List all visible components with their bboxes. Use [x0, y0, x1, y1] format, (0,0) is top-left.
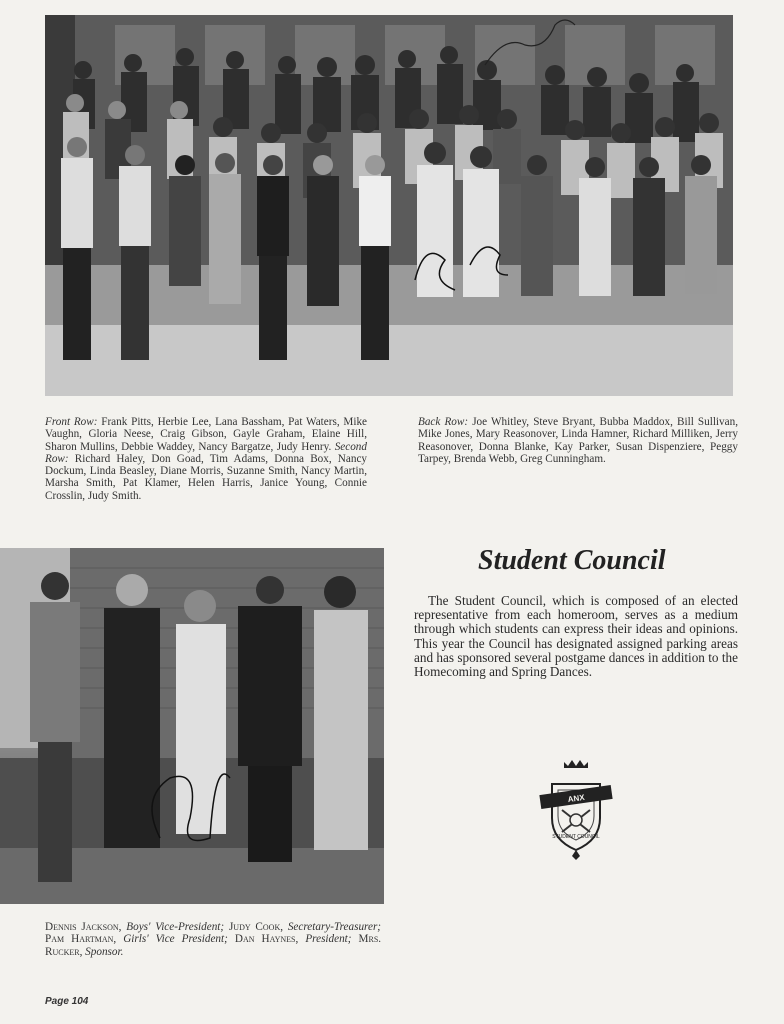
section-title: Student Council	[478, 545, 666, 576]
back-row-label: Back Row:	[418, 416, 469, 428]
group-photo-illustration	[45, 15, 733, 396]
officers-caption	[45, 921, 381, 958]
front-row-label: Front Row:	[45, 416, 98, 428]
back-row-names: Joe Whitley, Steve Bryant, Bubba Maddox, Bill Sullivan, Mike Jones, Mary Reasonover, Linda Hamner, Richard Milliken, Jerry Reasonover, Donna Blanke, Kay Parker, Susan Dispenziere, Peggy Tarpey, Brenda Webb, Greg Cunningham.	[418, 416, 738, 465]
emblem-graphic	[538, 760, 614, 860]
officer-role-4: President;	[305, 933, 352, 946]
officer-name-3: Pam Hartman,	[45, 933, 117, 946]
officer-role-3: Girls' Vice President;	[123, 933, 228, 946]
section-body	[414, 594, 738, 679]
officer-role-5: Sponsor.	[85, 945, 124, 958]
front-row-names: Frank Pitts, Herbie Lee, Lana Bassham, Pat Waters, Mike Vaughn, Gloria Neese, Craig Gibson, Gayle Graham, Elaine Hill, Sharon Mullins, Debbie Waddey, Nancy Bargatze, Judy Henry.	[45, 416, 368, 453]
officer-role-2: Secretary-Treasurer;	[287, 921, 382, 933]
group-photo	[45, 15, 733, 396]
student-council-emblem	[538, 760, 614, 860]
officer-name-1: Dennis Jackson,	[45, 921, 122, 933]
second-row-names: Richard Haley, Don Goad, Tim Adams, Donna Box, Nancy Dockum, Linda Beasley, Diane Morris, Suzanne Smith, Nancy Martin, Marsha Smith, Pat Klamer, Helen Harris, Janice Young, Connie Crosslin, Judy Smith.	[45, 452, 367, 502]
officers-photo-illustration	[0, 548, 384, 904]
emblem-banner-text: ANX	[567, 792, 586, 805]
group-caption-right	[418, 416, 738, 465]
officer-name-5: Mrs. Rucker,	[45, 933, 382, 958]
officers-photo	[0, 548, 384, 904]
officer-name-4: Dan Haynes,	[234, 933, 299, 946]
officer-name-2: Judy Cook,	[228, 921, 284, 933]
group-caption-left	[45, 416, 367, 502]
second-row-label: Second Row:	[45, 440, 367, 465]
officer-role-1: Boys' Vice-President;	[126, 921, 225, 933]
emblem-ring-text: STUDENT COUNCIL	[552, 834, 600, 840]
section-body-paragraph: The Student Council, which is composed of an elected representative from each homeroom, serves as a medium through which students can express their ideas and opinions. This year the Council has designated assigned parking areas and has sponsored several postgame dances in addition to the Homecoming and Spring Dances.	[414, 593, 738, 680]
page-number: Page 104	[45, 996, 89, 1007]
